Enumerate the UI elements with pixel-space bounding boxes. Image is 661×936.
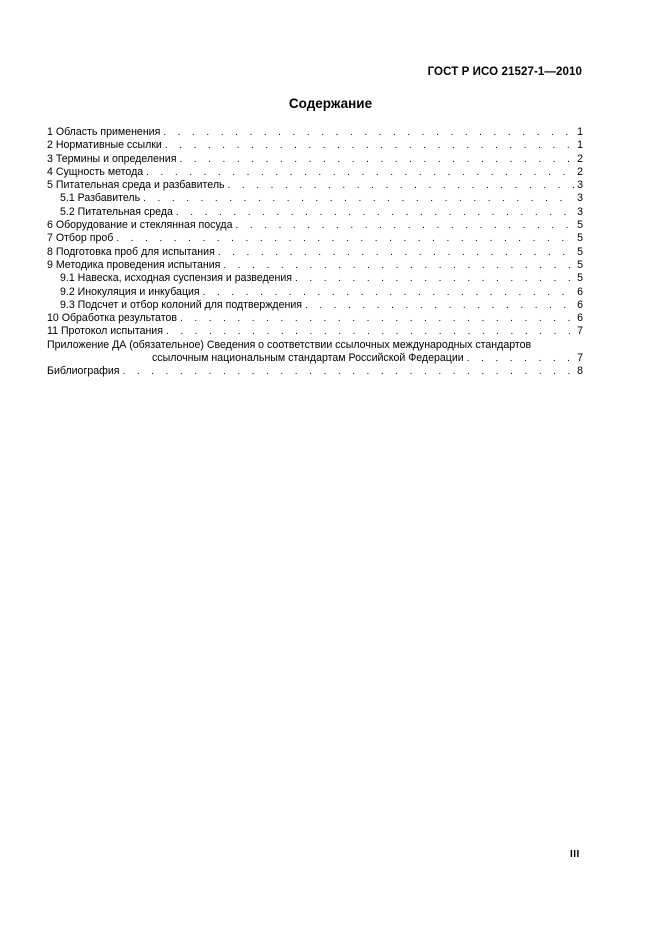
toc-entry[interactable] [47,179,583,192]
toc-entry-label: 6 Оборудование и стеклянная посуда [47,219,233,232]
toc-page-number: 5 [577,272,583,285]
toc-page-number: 2 [577,152,583,165]
toc-leader-dots [180,312,574,325]
toc-leader-dots [163,126,574,139]
toc-entry[interactable] [47,219,583,232]
toc-page-number: 5 [577,245,583,258]
toc-leader-dots [295,272,574,285]
toc-subentry[interactable] [47,206,583,219]
table-of-contents [47,126,583,379]
toc-entry[interactable] [47,232,583,245]
toc-page-number: 5 [577,258,583,271]
toc-leader-dots [236,219,575,232]
toc-appendix-continuation [47,352,583,365]
toc-appendix-title: Приложение ДА (обязательное) Сведения о соответствии ссылочных международных стандартов [47,338,532,351]
toc-entry-label: 9 Методика проведения испытания [47,258,221,271]
toc-page-number: 2 [577,165,583,178]
toc-entry-label: 3 Термины и определения [47,152,177,165]
toc-page-number: 5 [577,219,583,232]
toc-leader-dots [203,286,574,299]
document-code: ГОСТ Р ИСО 21527-1—2010 [427,66,582,78]
toc-entry[interactable] [47,325,583,338]
toc-leader-dots [146,166,574,179]
toc-page-number: 1 [577,126,583,138]
toc-entry-label: 9.1 Навеска, исходная суспензия и разведения [60,272,293,285]
toc-entry-label: 5 Питательная среда и разбавитель [47,179,225,192]
toc-subentry[interactable] [47,192,583,205]
toc-subentry[interactable] [47,286,583,299]
toc-leader-dots [166,325,574,338]
toc-page-number: 1 [577,139,583,152]
toc-entry-label: ссылочным национальным стандартам Российской Федерации [152,352,464,365]
toc-appendix-entry[interactable] [47,339,583,366]
toc-entry-label: 9.3 Подсчет и отбор колоний для подтверждения [60,298,302,311]
toc-page-number: 6 [577,285,583,298]
toc-leader-dots [179,153,574,166]
toc-entry-label: 9.2 Инокуляция и инкубация [60,285,200,298]
toc-page-number: 8 [577,365,583,378]
toc-leader-dots [218,246,574,259]
toc-entry-label: 4 Сущность метода [47,165,144,178]
toc-bibliography-entry[interactable] [47,365,583,378]
toc-entry[interactable] [47,153,583,166]
toc-page-number: 5 [577,232,583,245]
toc-subentry[interactable] [47,299,583,312]
toc-page-number: 6 [577,312,583,325]
toc-entry[interactable] [47,312,583,325]
toc-page-number: 3 [577,179,583,192]
toc-entry[interactable] [47,139,583,152]
toc-leader-dots [223,259,574,272]
toc-entry-label: 10 Обработка результатов [47,312,177,325]
page-title: Содержание [288,96,373,111]
toc-page-number: 3 [577,205,583,218]
toc-entry-label: Библиография [47,365,120,378]
toc-entry-label: 11 Протокол испытания [47,325,163,338]
toc-entry-label: 1 Область применения [47,126,161,138]
toc-entry-label: 8 Подготовка проб для испытания [47,245,215,258]
toc-entry[interactable] [47,246,583,259]
toc-leader-dots [122,365,574,378]
toc-entry[interactable] [47,259,583,272]
toc-leader-dots [116,232,574,245]
toc-leader-dots [176,206,574,219]
toc-leader-dots [228,179,575,192]
toc-entry-label: 2 Нормативные ссылки [47,139,162,152]
toc-entry[interactable] [47,166,583,179]
toc-leader-dots [165,139,574,152]
toc-page-number: 7 [577,352,583,365]
toc-page-number: 7 [577,325,583,338]
toc-leader-dots [467,352,574,365]
toc-subentry[interactable] [47,272,583,285]
toc-page-number: 6 [577,298,583,311]
toc-entry-label: 7 Отбор проб [47,232,114,245]
toc-entry[interactable] [47,126,583,139]
toc-leader-dots [305,299,574,312]
toc-entry-label: 5.1 Разбавитель [60,192,141,205]
toc-page-number: 3 [577,192,583,205]
page-number: III [570,849,580,860]
toc-entry-label: 5.2 Питательная среда [60,205,173,218]
toc-leader-dots [143,192,574,205]
